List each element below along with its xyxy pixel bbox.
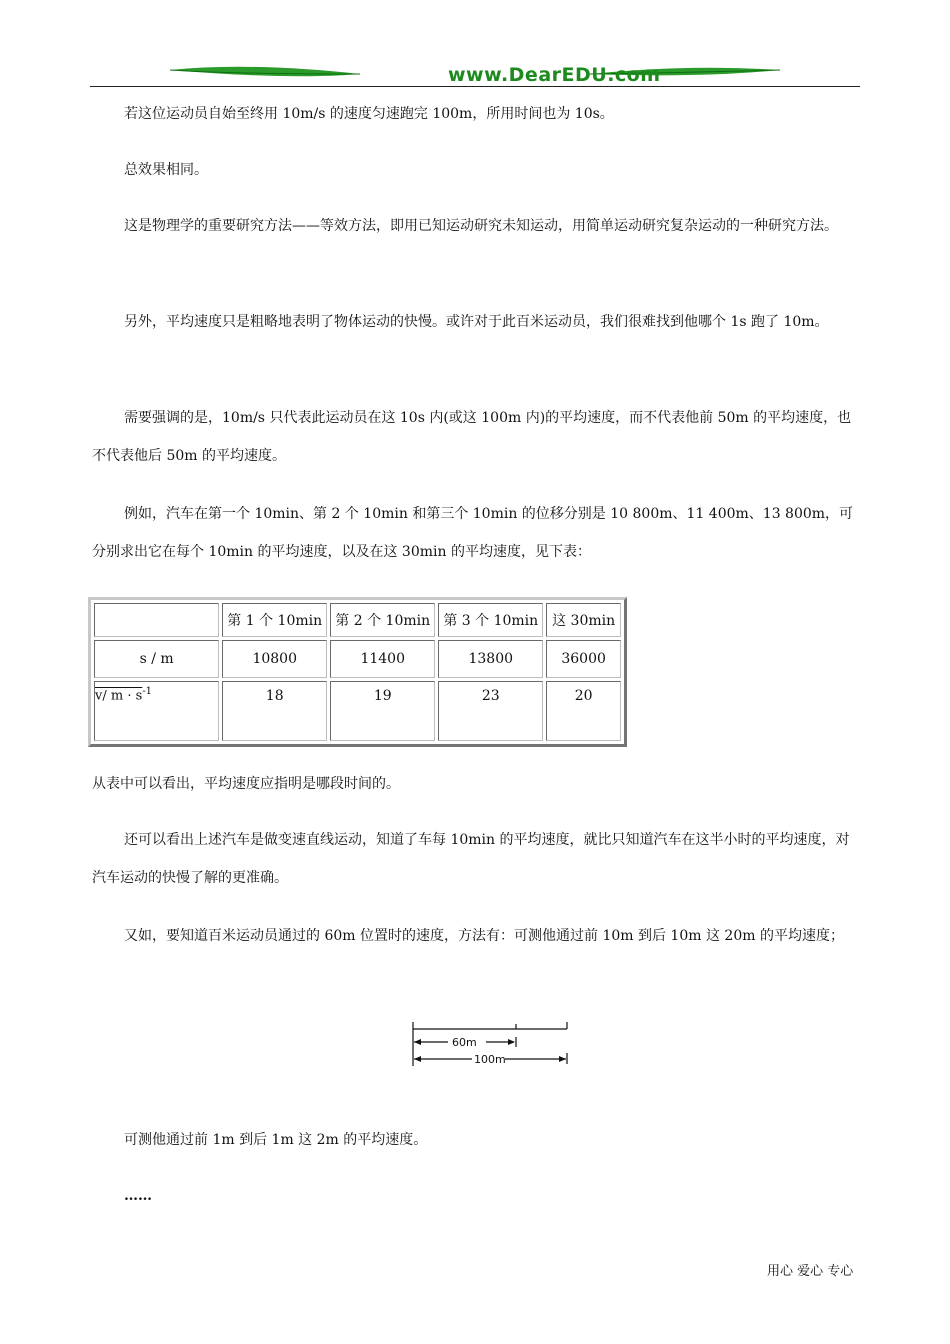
page-header [90, 60, 860, 90]
paragraph-5: 需要强调的是，10m/s 只代表此运动员在这 10s 内(或这 100m 内)的平均速度，而不代表他前 50m 的平均速度，也不代表他后 50m 的平均速度。 [92, 410, 852, 464]
table-cell: 10800 [222, 640, 327, 678]
diagram-label-100m: 100m [474, 1053, 506, 1066]
velocity-unit-exponent: -1 [142, 686, 153, 697]
paragraph-7: 从表中可以看出，平均速度应指明是哪段时间的。 [92, 776, 400, 792]
paragraph-4: 另外，平均速度只是粗略地表明了物体运动的快慢。或许对于此百米运动员，我们很难找到他哪个 1s 跑了 10m。 [124, 314, 829, 330]
table-header-cell: 第 1 个 10min [222, 603, 327, 637]
table-cell: 23 [438, 681, 543, 741]
velocity-unit-label: v/ m · s [95, 688, 143, 704]
paragraph-8: 还可以看出上述汽车是做变速直线运动，知道了车每 10min 的平均速度，就比只知道汽车在这半小时的平均速度，对汽车运动的快慢了解的更准确。 [92, 832, 850, 886]
table-header-cell: 第 3 个 10min [438, 603, 543, 637]
table-cell: 36000 [546, 640, 621, 678]
paragraph-9: 又如，要知道百米运动员通过的 60m 位置时的速度，方法有：可测他通过前 10m 到后 10m 这 20m 的平均速度； [124, 928, 844, 944]
paragraph-6: 例如，汽车在第一个 10min、第 2 个 10min 和第三个 10min 的位移分别是 10 800m、11 400m、13 800m，可分别求出它在每个 10min 的平均速度，以及在这 30min 的平均速度，见下表： [92, 506, 854, 560]
table-cell: 18 [222, 681, 327, 741]
diagram-label-60m: 60m [452, 1036, 477, 1049]
site-brand-logo[interactable]: www.DearEDU.com [448, 64, 661, 86]
table-header-cell: 第 2 个 10min [330, 603, 435, 637]
table-cell: 11400 [330, 640, 435, 678]
paragraph-3: 这是物理学的重要研究方法——等效方法，即用已知运动研究未知运动，用简单运动研究复杂运动的一种研究方法。 [124, 218, 838, 234]
average-velocity-table [88, 597, 627, 747]
table-header-cell: 这 30min [546, 603, 621, 637]
track-distance-diagram [410, 1018, 575, 1073]
table-cell: 19 [330, 681, 435, 741]
paragraph-2: 总效果相同。 [124, 162, 208, 178]
paragraph-10: 可测他通过前 1m 到后 1m 这 2m 的平均速度。 [124, 1132, 428, 1148]
table-header-empty [94, 603, 219, 637]
paragraph-ellipsis: …… [124, 1188, 152, 1204]
row-label-displacement: s / m [94, 640, 219, 678]
header-rule [90, 86, 860, 87]
page-footer: 用心 爱心 专心 [767, 1264, 854, 1279]
table-cell: 20 [546, 681, 621, 741]
paragraph-1: 若这位运动员自始至终用 10m/s 的速度匀速跑完 100m，所用时间也为 10s。 [124, 106, 614, 122]
row-label-velocity [94, 681, 219, 741]
table-cell: 13800 [438, 640, 543, 678]
